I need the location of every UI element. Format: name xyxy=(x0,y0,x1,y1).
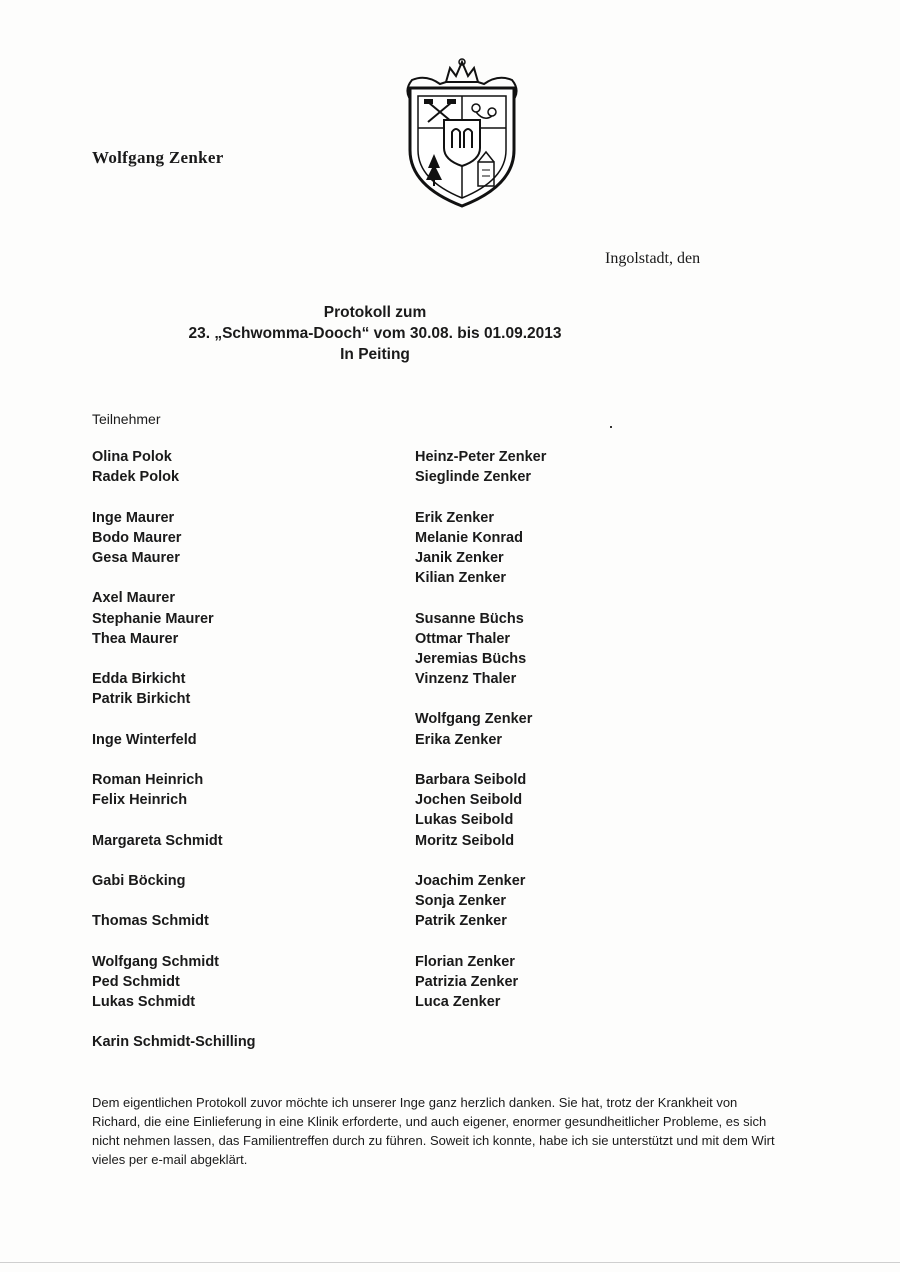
page-mark xyxy=(610,425,622,429)
participant-name: Lukas Schmidt xyxy=(92,994,196,1011)
author-name: Wolfgang Zenker xyxy=(92,148,224,167)
participant-name: Bodo Maurer xyxy=(92,529,182,546)
participant-name: Patrik Zenker xyxy=(415,913,507,930)
participant-name: Thomas Schmidt xyxy=(92,913,209,930)
title-line-3: In Peiting xyxy=(340,346,410,363)
participant-name: Janik Zenker xyxy=(415,549,504,566)
participant-name: Susanne Büchs xyxy=(415,610,524,627)
participant-name: Florian Zenker xyxy=(415,953,515,970)
participant-name: Moritz Seibold xyxy=(415,832,515,849)
participant-name: Axel Maurer xyxy=(92,590,176,607)
participant-name: Sieglinde Zenker xyxy=(415,469,532,486)
participant-name: Karin Schmidt-Schilling xyxy=(92,1034,256,1051)
participant-name: Gesa Maurer xyxy=(92,549,180,566)
participant-name: Ped Schmidt xyxy=(92,973,180,990)
participant-name: Heinz-Peter Zenker xyxy=(415,449,547,465)
participant-name: Stephanie Maurer xyxy=(92,610,214,627)
participant-name: Erik Zenker xyxy=(415,509,494,526)
participant-name: Vinzenz Thaler xyxy=(415,671,517,688)
participant-name: Ottmar Thaler xyxy=(415,630,511,647)
group-spacer xyxy=(415,851,546,871)
page-bottom-edge xyxy=(0,1262,900,1263)
title-line-1: Protokoll zum xyxy=(323,304,427,321)
group-spacer xyxy=(92,851,256,871)
group-spacer xyxy=(92,709,256,729)
participant-name: Thea Maurer xyxy=(92,630,179,647)
participant-name: Roman Heinrich xyxy=(92,772,204,788)
participant-name: Olina Polok xyxy=(92,449,172,465)
group-spacer xyxy=(415,689,546,709)
participant-name: Joachim Zenker xyxy=(415,872,526,889)
participant-name: Patrik Birkicht xyxy=(92,691,191,708)
coat-of-arms-icon xyxy=(396,52,528,210)
participant-name: Erika Zenker xyxy=(415,731,503,748)
participant-name: Jochen Seibold xyxy=(415,792,523,809)
participant-name: Inge Winterfeld xyxy=(92,731,197,748)
participant-name: Lukas Seibold xyxy=(415,812,514,829)
group-spacer xyxy=(92,568,256,588)
participant-name: Luca Zenker xyxy=(415,994,501,1011)
intro-paragraph: Dem eigentlichen Protokoll zuvor möchte ich unserer Inge ganz herzlich danken. Sie hat, trotz der Krankheit von Richard, die eine Einlieferung in eine Klinik erforderte, und auch eigener, enormer gesundheitlicher Probleme, es sich nicht nehmen lassen, das Familientreffen durch zu führen. Soweit ich konnte, habe ich sie unterstützt und mit dem Wirt vieles per e-mail abgeklärt. xyxy=(92,1095,775,1167)
document-title xyxy=(180,302,570,365)
participant-name: Margareta Schmidt xyxy=(92,832,223,849)
participant-name: Radek Polok xyxy=(92,469,180,486)
participants-label: Teilnehmer xyxy=(92,411,161,427)
group-spacer xyxy=(92,932,256,952)
group-spacer xyxy=(92,891,256,911)
participant-name: Barbara Seibold xyxy=(415,772,527,788)
participant-name: Sonja Zenker xyxy=(415,893,507,910)
group-spacer xyxy=(92,750,256,770)
title-line-2: 23. „Schwomma-Dooch“ vom 30.08. bis 01.09.2013 xyxy=(188,325,562,342)
participant-name: Wolfgang Schmidt xyxy=(92,953,220,970)
group-spacer xyxy=(415,588,546,608)
participant-name: Gabi Böcking xyxy=(92,872,186,889)
group-spacer xyxy=(92,487,256,507)
participants-left-column xyxy=(92,447,256,1053)
participant-name: Wolfgang Zenker xyxy=(415,711,533,728)
participant-name: Patrizia Zenker xyxy=(415,973,519,990)
group-spacer xyxy=(92,649,256,669)
participants-right-column xyxy=(415,447,546,1012)
participant-name: Kilian Zenker xyxy=(415,570,507,587)
group-spacer xyxy=(92,1012,256,1032)
group-spacer xyxy=(92,810,256,830)
participant-name: Inge Maurer xyxy=(92,509,175,526)
group-spacer xyxy=(415,750,546,770)
group-spacer xyxy=(415,932,546,952)
participant-name: Melanie Konrad xyxy=(415,529,523,546)
place-and-date: Ingolstadt, den xyxy=(605,250,701,267)
group-spacer xyxy=(415,487,546,507)
participant-name: Felix Heinrich xyxy=(92,792,188,809)
participant-name: Edda Birkicht xyxy=(92,671,186,688)
participant-name: Jeremias Büchs xyxy=(415,650,527,667)
